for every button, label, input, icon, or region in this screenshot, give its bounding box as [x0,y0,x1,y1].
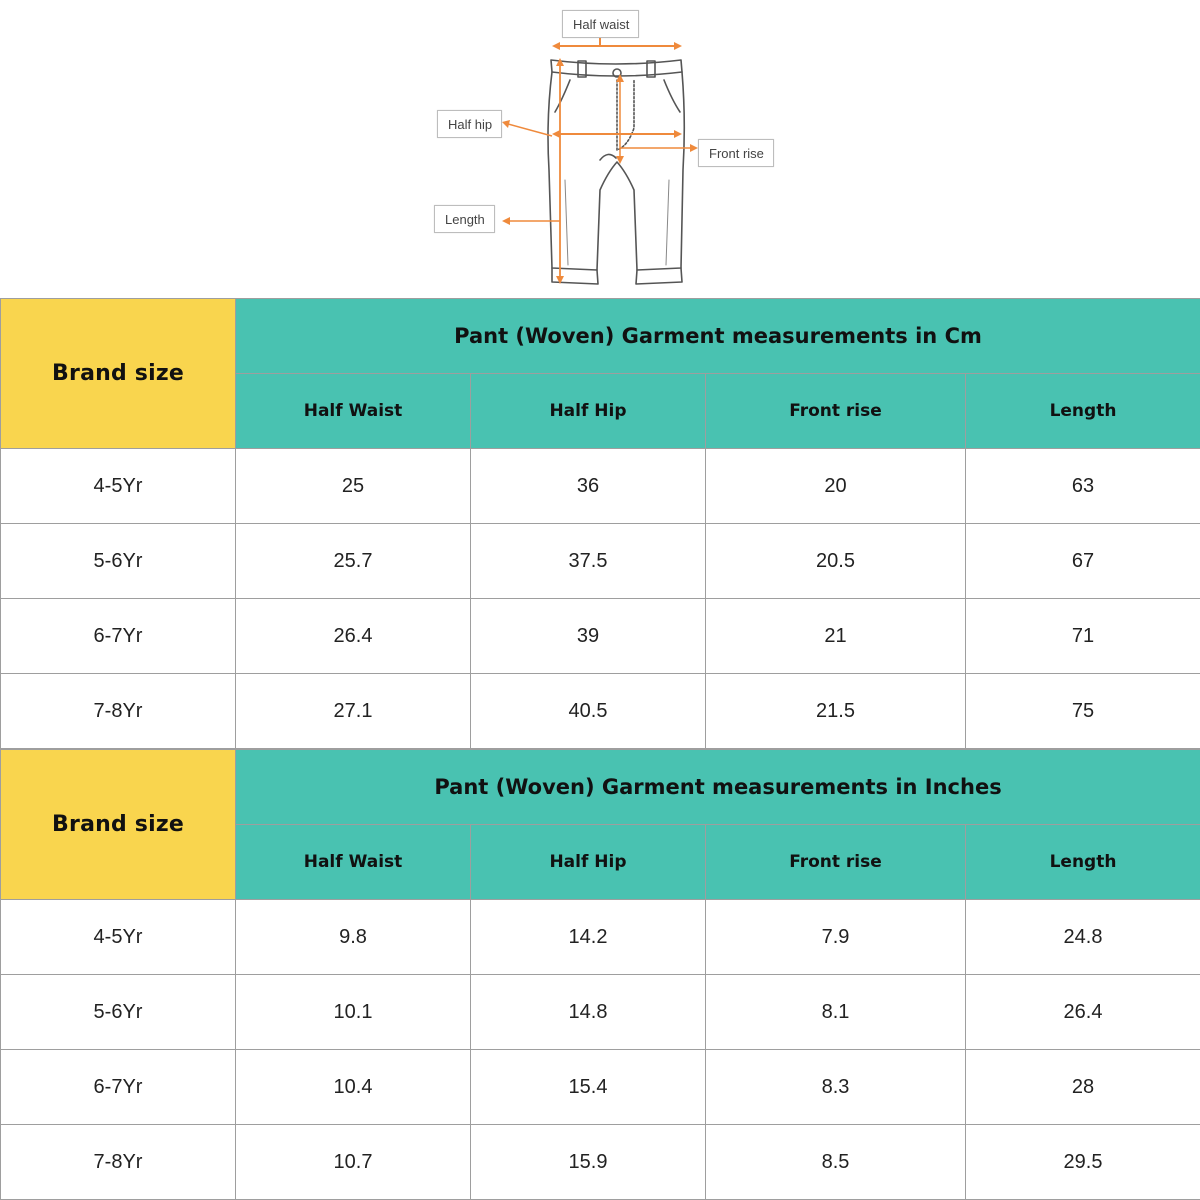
value-cell: 20.5 [706,524,966,599]
value-cell: 29.5 [966,1125,1200,1200]
value-cell: 8.3 [706,1050,966,1125]
table-title: Pant (Woven) Garment measurements in Inches [236,750,1200,825]
value-cell: 10.7 [236,1125,471,1200]
size-cell: 6-7Yr [1,1050,236,1125]
value-cell: 15.9 [471,1125,706,1200]
size-cell: 5-6Yr [1,524,236,599]
table-row [1,1125,1200,1200]
size-cell: 5-6Yr [1,975,236,1050]
value-cell: 26.4 [966,975,1200,1050]
value-cell: 8.5 [706,1125,966,1200]
column-header-length: Length [966,374,1200,449]
value-cell: 40.5 [471,674,706,749]
pant-illustration [0,0,1200,298]
table-row [1,900,1200,975]
size-cell: 7-8Yr [1,1125,236,1200]
value-cell: 39 [471,599,706,674]
value-cell: 26.4 [236,599,471,674]
value-cell: 20 [706,449,966,524]
value-cell: 7.9 [706,900,966,975]
table-row [1,524,1200,599]
size-cell: 4-5Yr [1,900,236,975]
column-header-half-waist: Half Waist [236,374,471,449]
value-cell: 63 [966,449,1200,524]
column-header-front-rise: Front rise [706,374,966,449]
value-cell: 67 [966,524,1200,599]
value-cell: 9.8 [236,900,471,975]
value-cell: 10.4 [236,1050,471,1125]
table-row [1,449,1200,524]
value-cell: 21.5 [706,674,966,749]
column-header-front-rise: Front rise [706,825,966,900]
column-header-half-hip: Half Hip [471,374,706,449]
half-hip-label: Half hip [437,110,502,138]
value-cell: 25 [236,449,471,524]
brand-size-header: Brand size [1,750,236,900]
value-cell: 14.8 [471,975,706,1050]
size-cell: 7-8Yr [1,674,236,749]
front-rise-label: Front rise [698,139,774,167]
value-cell: 21 [706,599,966,674]
size-chart-cm [0,298,1200,749]
value-cell: 36 [471,449,706,524]
size-chart-inches [0,749,1200,1200]
brand-size-header: Brand size [1,299,236,449]
value-cell: 24.8 [966,900,1200,975]
table-row [1,599,1200,674]
table-title: Pant (Woven) Garment measurements in Cm [236,299,1200,374]
table-row [1,975,1200,1050]
column-header-half-hip: Half Hip [471,825,706,900]
size-cell: 6-7Yr [1,599,236,674]
value-cell: 71 [966,599,1200,674]
length-label: Length [434,205,495,233]
column-header-half-waist: Half Waist [236,825,471,900]
value-cell: 75 [966,674,1200,749]
value-cell: 8.1 [706,975,966,1050]
value-cell: 14.2 [471,900,706,975]
value-cell: 10.1 [236,975,471,1050]
size-cell: 4-5Yr [1,449,236,524]
value-cell: 28 [966,1050,1200,1125]
column-header-length: Length [966,825,1200,900]
table-row [1,674,1200,749]
value-cell: 27.1 [236,674,471,749]
table-row [1,1050,1200,1125]
value-cell: 15.4 [471,1050,706,1125]
value-cell: 25.7 [236,524,471,599]
half-waist-label: Half waist [562,10,639,38]
value-cell: 37.5 [471,524,706,599]
pant-measurement-diagram [0,0,1200,298]
